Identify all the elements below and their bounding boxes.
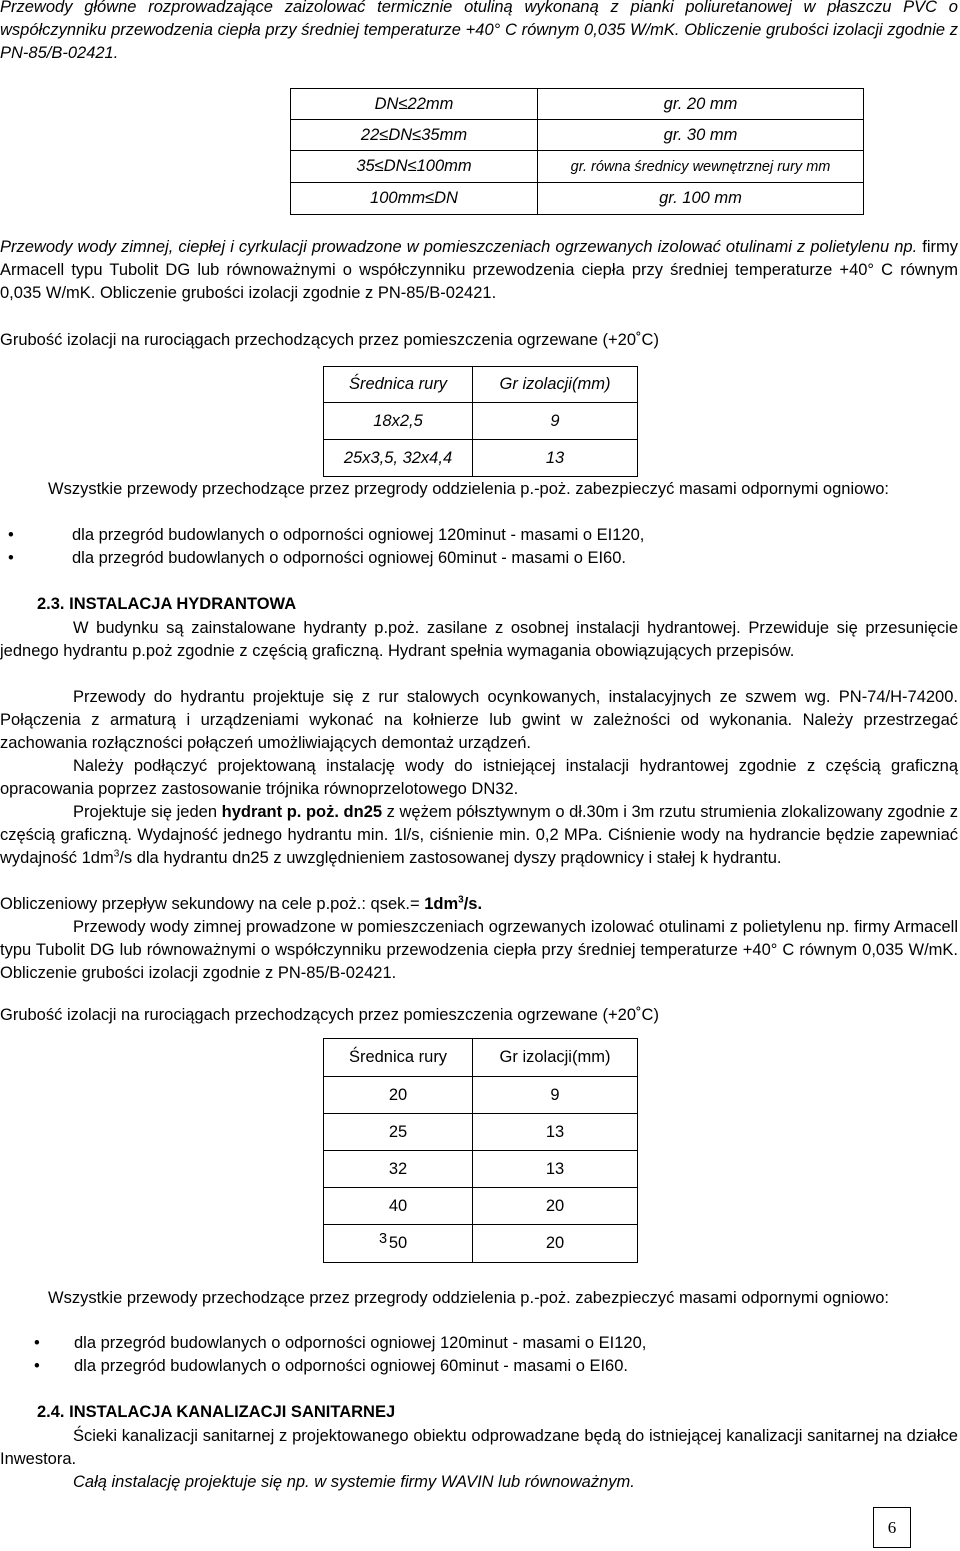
stray-mark: 3 <box>379 1231 388 1247</box>
hydrant-paragraph-3: Należy podłączyć projektowaną instalację wody do istniejącej instalacji hydrantowej zgodnie z częścią graficzną opracowania poprzez zastosowanie trójnika równoprzelotowego DN32. <box>0 757 958 798</box>
thickness-cell: gr. 30 mm <box>538 120 864 151</box>
bullet-icon: • <box>8 549 14 567</box>
dn-range-cell: 22≤DN≤35mm <box>291 120 538 151</box>
table-row <box>324 1077 638 1114</box>
list-item-text: dla przegród budowlanych o odporności ogniowej 120minut - masami o EI120, <box>74 1334 647 1352</box>
bullet-icon: • <box>34 1357 40 1375</box>
pipe-insulation-table <box>323 366 638 477</box>
table-caption: Grubość izolacji na rurociągach przechodzących przez pomieszczenia ogrzewane (+20˚C) <box>0 1006 659 1024</box>
thickness-cell: gr. 20 mm <box>538 89 864 120</box>
table-row <box>324 1114 638 1151</box>
superscript: 3 <box>113 848 120 860</box>
cell-text: 50 <box>388 1234 408 1252</box>
column-header: Średnica rury <box>324 1039 473 1077</box>
table-cell: 32 <box>324 1151 473 1188</box>
column-header: Średnica rury <box>324 367 473 403</box>
list-item-text: dla przegród budowlanych o odporności ogniowej 60minut - masami o EI60. <box>74 1357 628 1375</box>
list-item-text: dla przegród budowlanych o odporności ogniowej 60minut - masami o EI60. <box>72 549 626 567</box>
paragraph-rest: firmy Armacell typu Tubolit DG lub równoważnymi o współczynniku przewodzenia ciepła przy średniej temperaturze +40° C równym 0,035 W/mK. Obliczenie grubości izolacji zgodnie z PN-85/B-02421. <box>0 238 958 302</box>
pipe-insulation-table-2 <box>323 1038 638 1263</box>
section-heading-hydrant: 2.3. INSTALACJA HYDRANTOWA <box>37 595 297 613</box>
text-span: z wężem półsztywnym o dł.30m i 3m rzutu strumienia zlokalizowany zgodnie z częścią graficzną. Wydajność jednego hydrantu min. 1l/s, ciśnienie min. 0,2 MPa. Ciśnienie wody na hydrancie będzie zapewniać wydajność 1dm <box>0 803 958 867</box>
insulation-paragraph-main-pipes: Przewody główne rozprowadzające zaizolować termicznie otuliną wykonaną z pianki poliuretanowej w płaszczu PVC o współczynniku przewodzenia ciepła przy średniej temperaturze +40° C równym 0,035 W/mK. Obliczenie grubości izolacji zgodnie z PN-85/B-02421. <box>0 0 958 62</box>
hydrant-paragraph-4 <box>0 801 958 870</box>
table-cell: 25x3,5, 32x4,4 <box>324 440 473 477</box>
table-header-row <box>324 1039 638 1077</box>
superscript: 3 <box>458 894 464 906</box>
table-cell: 20 <box>473 1225 638 1263</box>
hydrant-paragraph-2: Przewody do hydrantu projektuje się z rur stalowych ocynkowanych, instalacyjnych ze szwem wg. PN-74/H-74200. Połączenia z armaturą i urządzeniami wykonać na kołnierze lub gwint w zależności od wykonania. Należy przestrzegać zachowania rozłączności połączeń umożliwiających demontaż urządzeń. <box>0 688 958 752</box>
fire-protection-intro: Wszystkie przewody przechodzące przez przegrody oddzielenia p.-poż. zabezpieczyć masami odpornymi ogniowo: <box>48 1289 889 1307</box>
page-number: 6 <box>873 1507 911 1548</box>
insulation-thickness-table <box>290 88 864 215</box>
text-span: Obliczeniowy przepływ sekundowy na cele p.poż.: qsek.= <box>0 895 425 913</box>
table-cell: 18x2,5 <box>324 403 473 440</box>
dn-range-cell: 100mm≤DN <box>291 183 538 215</box>
hydrant-paragraph-1: W budynku są zainstalowane hydranty p.poż. zasilane z osobnej instalacji hydrantowej. Przewiduje się przesunięcie jednego hydrantu p.poż zgodnie z częścią graficzną. Hydrant spełnia wymagania obowiązujących przepisów. <box>0 619 958 660</box>
table-row <box>324 1225 638 1263</box>
table-row <box>324 1151 638 1188</box>
table-row <box>291 183 864 215</box>
hydrant-paragraph-6: Przewody wody zimnej prowadzone w pomieszczeniach ogrzewanych izolować otulinami z polietylenu np. firmy Armacell typu Tubolit DG lub równoważnymi o współczynniku przewodzenia ciepła przy średniej temperaturze +40° C równym 0,035 W/mK. Obliczenie grubości izolacji zgodnie z PN-85/B-02421. <box>0 918 958 982</box>
hydrant-spec: hydrant p. poż. dn25 <box>221 803 383 821</box>
table-cell: 9 <box>473 403 638 440</box>
insulation-paragraph-water-pipes <box>0 236 958 305</box>
dn-range-cell: 35≤DN≤100mm <box>291 151 538 183</box>
column-header: Gr izolacji(mm) <box>473 367 638 403</box>
thickness-cell: gr. 100 mm <box>538 183 864 215</box>
table-cell: 20 <box>324 1077 473 1114</box>
sewage-paragraph-1: Ścieki kanalizacji sanitarnej z projektowanego obiektu odprowadzane będą do istniejącej kanalizacji sanitarnej na działce Inwestora. <box>0 1427 958 1468</box>
column-header: Gr izolacji(mm) <box>473 1039 638 1077</box>
table-row <box>324 440 638 477</box>
table-cell: 25 <box>324 1114 473 1151</box>
table-header-row <box>324 367 638 403</box>
table-caption: Grubość izolacji na rurociągach przechodzących przez pomieszczenia ogrzewane (+20˚C) <box>0 331 659 349</box>
flow-rate-value <box>424 895 482 913</box>
text-span: /s dla hydrantu dn25 z uwzględnieniem zastosowanej dyszy prądownicy i stałej k hydrantu. <box>119 849 782 867</box>
table-cell <box>324 1225 473 1263</box>
text-span: 1dm <box>424 895 459 913</box>
paragraph-italic-part: Przewody wody zimnej, ciepłej i cyrkulacji prowadzone w pomieszczeniach ogrzewanych izolować otulinami z polietylenu np. <box>0 238 918 256</box>
table-cell: 20 <box>473 1188 638 1225</box>
table-row <box>291 151 864 183</box>
table-cell: 13 <box>473 440 638 477</box>
table-row <box>324 1188 638 1225</box>
table-cell: 9 <box>473 1077 638 1114</box>
text-span: Projektuje się jeden <box>73 803 222 821</box>
fire-protection-intro: Wszystkie przewody przechodzące przez przegrody oddzielenia p.-poż. zabezpieczyć masami odpornymi ogniowo: <box>48 480 889 498</box>
bullet-icon: • <box>8 526 14 544</box>
dn-range-cell: DN≤22mm <box>291 89 538 120</box>
table-cell: 13 <box>473 1151 638 1188</box>
table-row <box>324 403 638 440</box>
flow-rate-line <box>0 893 482 916</box>
thickness-cell: gr. równa średnicy wewnętrznej rury mm <box>538 151 864 183</box>
sewage-paragraph-2: Całą instalację projektuje się np. w systemie firmy WAVIN lub równoważnym. <box>73 1473 635 1491</box>
bullet-icon: • <box>34 1334 40 1352</box>
text-span: /s. <box>463 895 483 913</box>
table-row <box>291 89 864 120</box>
table-row <box>291 120 864 151</box>
table-cell: 13 <box>473 1114 638 1151</box>
section-heading-sewage: 2.4. INSTALACJA KANALIZACJI SANITARNEJ <box>37 1403 396 1421</box>
table-cell: 40 <box>324 1188 473 1225</box>
list-item-text: dla przegród budowlanych o odporności ogniowej 120minut - masami o EI120, <box>72 526 645 544</box>
